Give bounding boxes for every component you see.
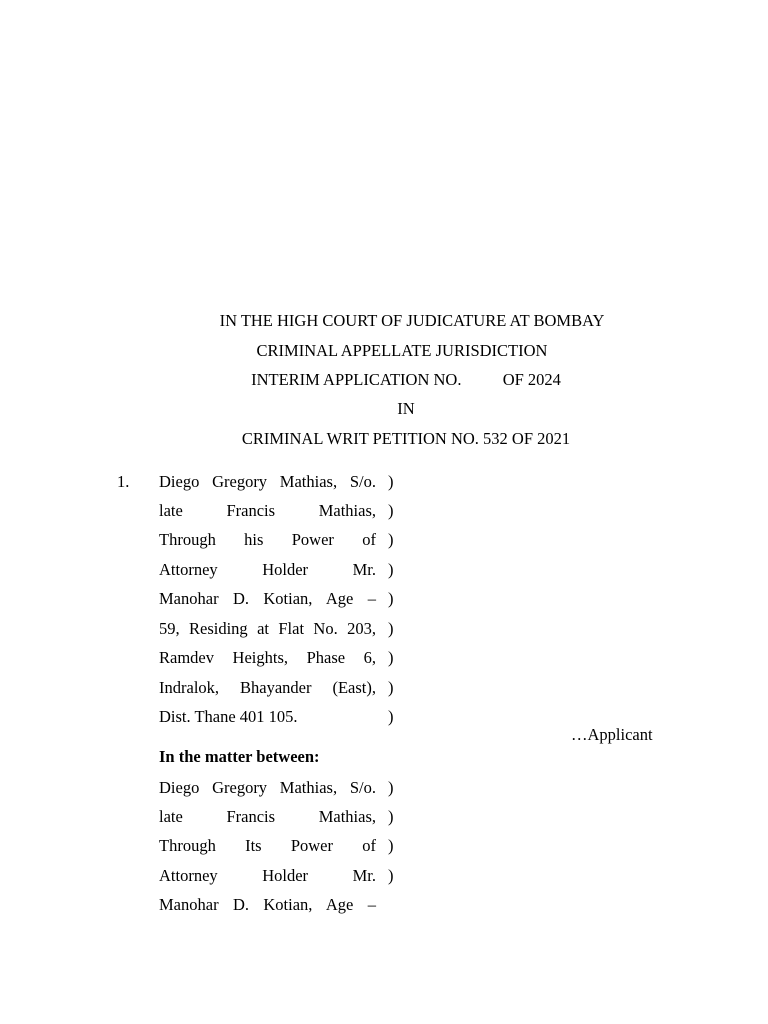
bracket: ): [388, 530, 394, 549]
bracket: ): [388, 678, 394, 697]
applicant-role: …Applicant: [571, 725, 653, 744]
bracket: ): [388, 589, 394, 608]
matter-heading: In the matter between:: [159, 747, 320, 766]
party-line: Indralok, Bhayander (East),: [159, 678, 376, 697]
bracket: ): [388, 472, 394, 491]
bracket: ): [388, 560, 394, 579]
bracket: ): [388, 619, 394, 638]
party-number: 1.: [117, 472, 130, 491]
bracket: ): [388, 648, 394, 667]
court-name: IN THE HIGH COURT OF JUDICATURE AT BOMBAY: [219, 311, 605, 330]
party-line: Attorney Holder Mr.: [159, 560, 376, 579]
party-line: Ramdev Heights, Phase 6,: [159, 648, 376, 667]
party-line: late Francis Mathias,: [159, 501, 376, 520]
party-line: Dist. Thane 401 105.: [159, 707, 298, 726]
matter-line: Diego Gregory Mathias, S/o.: [159, 778, 376, 797]
application-number: INTERIM APPLICATION NO. OF 2024: [251, 370, 561, 389]
jurisdiction: CRIMINAL APPELLATE JURISDICTION: [256, 341, 548, 360]
bracket: ): [388, 707, 394, 726]
party-line: Diego Gregory Mathias, S/o.: [159, 472, 376, 491]
connector-in: IN: [397, 399, 415, 418]
bracket: ): [388, 836, 394, 855]
matter-line: late Francis Mathias,: [159, 807, 376, 826]
matter-line: Manohar D. Kotian, Age –: [159, 895, 376, 914]
party-line: Through his Power of: [159, 530, 376, 549]
bracket: ): [388, 807, 394, 826]
party-line: Manohar D. Kotian, Age –: [159, 589, 376, 608]
bracket: ): [388, 778, 394, 797]
matter-line: Through Its Power of: [159, 836, 376, 855]
bracket: ): [388, 501, 394, 520]
petition-number: CRIMINAL WRIT PETITION NO. 532 OF 2021: [241, 429, 571, 448]
matter-line: Attorney Holder Mr.: [159, 866, 376, 885]
party-line: 59, Residing at Flat No. 203,: [159, 619, 376, 638]
bracket: ): [388, 866, 394, 885]
